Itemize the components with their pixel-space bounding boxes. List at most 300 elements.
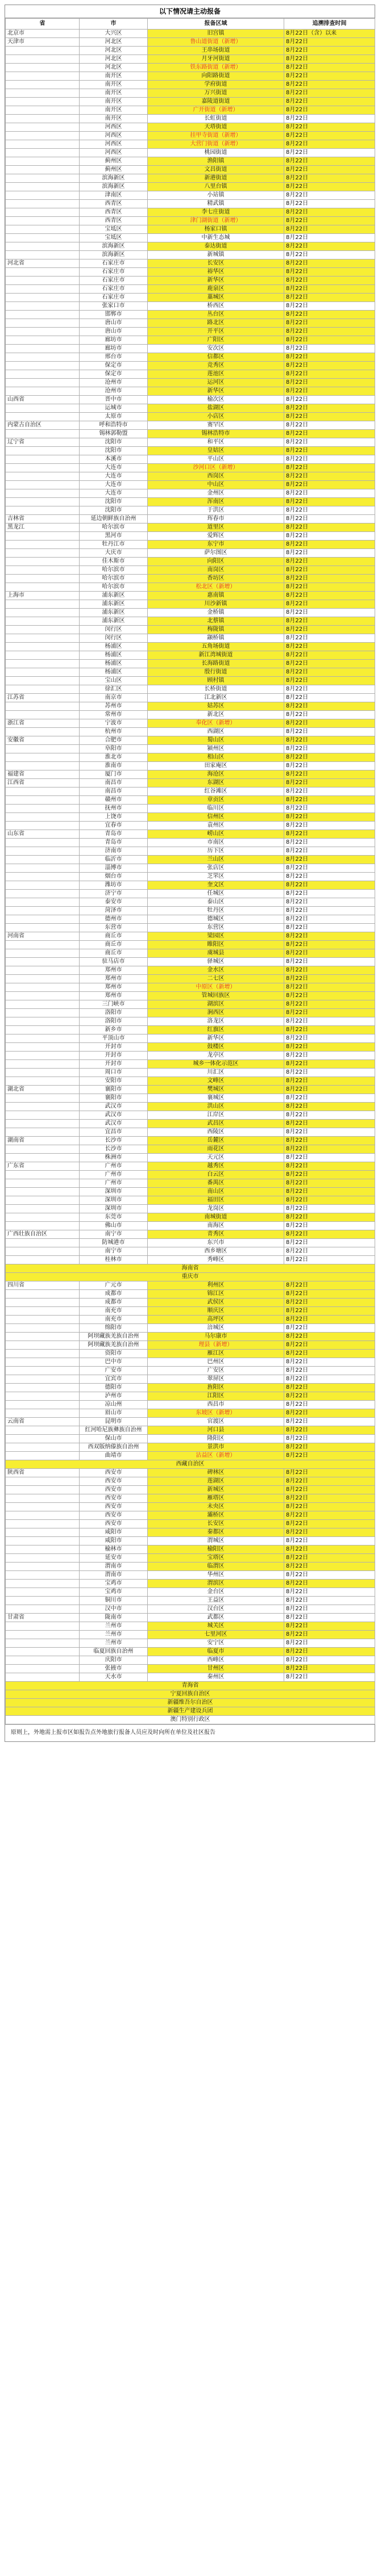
table-row xyxy=(6,566,375,575)
cell-date: 8月22日 xyxy=(284,149,375,157)
table-row xyxy=(6,200,375,208)
cell-date: 8月22日 xyxy=(284,455,375,464)
cell-province xyxy=(6,328,80,336)
cell-date: 8月22日 xyxy=(284,1239,375,1247)
cell-area: 广阳区 xyxy=(148,336,284,345)
cell-area: 东坡区（新增） xyxy=(148,1409,284,1418)
cell-date: 8月22日 xyxy=(284,660,375,668)
cell-province xyxy=(6,1222,80,1230)
table-row xyxy=(6,1341,375,1350)
cell-date: 8月22日 xyxy=(284,1043,375,1052)
table-row xyxy=(6,242,375,251)
table-row xyxy=(6,1222,375,1230)
cell-province xyxy=(6,489,80,498)
cell-date: 8月22日 xyxy=(284,1205,375,1213)
cell-city: 周口市 xyxy=(80,1069,148,1077)
cell-province xyxy=(6,1639,80,1648)
cell-province xyxy=(6,1026,80,1034)
table-row xyxy=(6,72,375,81)
cell-area: 北蔡镇 xyxy=(148,617,284,626)
cell-city: 哈尔滨市 xyxy=(80,575,148,583)
cell-city: 深圳市 xyxy=(80,1205,148,1213)
cell-date: 8月22日 xyxy=(284,1333,375,1341)
cell-province xyxy=(6,813,80,822)
cell-date: 8月22日 xyxy=(284,481,375,489)
cell-city: 新乡市 xyxy=(80,1026,148,1034)
cell-area: 红旗区 xyxy=(148,1026,284,1034)
cell-city: 闵行区 xyxy=(80,634,148,643)
cell-city: 唐山市 xyxy=(80,319,148,328)
cell-area: 信州区 xyxy=(148,813,284,822)
cell-province xyxy=(6,1426,80,1435)
cell-area: 任城区 xyxy=(148,890,284,898)
table-row xyxy=(6,1060,375,1069)
table-row xyxy=(6,489,375,498)
cell-province xyxy=(6,370,80,379)
cell-date: 8月22日 xyxy=(284,949,375,958)
cell-area: 西陵区 xyxy=(148,1128,284,1137)
cell-province xyxy=(6,1384,80,1392)
cell-city: 津南区 xyxy=(80,191,148,200)
table-row xyxy=(6,1682,375,1690)
table-row xyxy=(6,336,375,345)
cell-area: 管城回族区 xyxy=(148,992,284,1000)
cell-date: 8月22日 xyxy=(284,847,375,856)
table-row xyxy=(6,753,375,762)
cell-province xyxy=(6,1588,80,1597)
cell-date: 8月22日 xyxy=(284,864,375,873)
cell-area: 萨尔图区 xyxy=(148,549,284,558)
cell-date: 8月22日 xyxy=(284,1341,375,1350)
table-row xyxy=(6,1188,375,1196)
cell-province xyxy=(6,123,80,132)
table-row xyxy=(6,464,375,472)
table-row xyxy=(6,438,375,447)
cell-city: 大连市 xyxy=(80,472,148,481)
cell-date: 8月22日 xyxy=(284,907,375,915)
cell-province xyxy=(6,89,80,98)
cell-city: 淮北市 xyxy=(80,753,148,762)
cell-area: 芝罘区 xyxy=(148,873,284,881)
cell-date: 8月22日 xyxy=(284,1162,375,1171)
cell-city: 洛阳市 xyxy=(80,1017,148,1026)
cell-city: 武汉市 xyxy=(80,1111,148,1120)
cell-area: 李七庄街道 xyxy=(148,208,284,217)
cell-date: 8月22日 xyxy=(284,1094,375,1103)
table-row xyxy=(6,1256,375,1264)
cell-date: 8月22日 xyxy=(284,745,375,753)
cell-area: 翠屏区 xyxy=(148,1375,284,1384)
cell-date: 8月22日 xyxy=(284,89,375,98)
table-row xyxy=(6,447,375,455)
cell-city: 石家庄市 xyxy=(80,277,148,285)
cell-city: 浦东新区 xyxy=(80,592,148,600)
cell-province xyxy=(6,285,80,294)
cell-province: 福建省 xyxy=(6,770,80,779)
table-row xyxy=(6,847,375,856)
cell-province xyxy=(6,1622,80,1631)
cell-area: 宝塔区 xyxy=(148,1554,284,1563)
table-row xyxy=(6,1350,375,1358)
table-row xyxy=(6,1401,375,1409)
cell-area: 中原区（新增） xyxy=(148,983,284,992)
table-row xyxy=(6,183,375,191)
cell-city: 驻马店市 xyxy=(80,958,148,966)
cell-date: 8月22日 xyxy=(284,123,375,132)
cell-province xyxy=(6,413,80,421)
cell-area: 旧宫镇 xyxy=(148,30,284,38)
cell-city: 杨浦区 xyxy=(80,668,148,677)
table-row xyxy=(6,1545,375,1554)
cell-area: 景洪市 xyxy=(148,1443,284,1452)
cell-area: 王益区 xyxy=(148,1597,284,1605)
cell-province xyxy=(6,149,80,157)
cell-province xyxy=(6,788,80,796)
cell-province xyxy=(6,379,80,387)
table-row xyxy=(6,251,375,259)
cell-date: 8月22日 xyxy=(284,472,375,481)
table-row xyxy=(6,1171,375,1179)
cell-area: 金桥镇 xyxy=(148,609,284,617)
table-row xyxy=(6,983,375,992)
cell-province: 四川省 xyxy=(6,1281,80,1290)
table-row xyxy=(6,1358,375,1367)
cell-date: 8月22日 xyxy=(284,796,375,805)
cell-city: 南开区 xyxy=(80,115,148,123)
cell-date: 8月22日 xyxy=(284,174,375,183)
cell-area: 五角场街道 xyxy=(148,643,284,651)
table-row xyxy=(6,634,375,643)
cell-area: 城乡一体化示范区 xyxy=(148,1060,284,1069)
cell-date: 8月22日 xyxy=(284,242,375,251)
table-row xyxy=(6,379,375,387)
cell-province xyxy=(6,98,80,106)
cell-date: 8月22日 xyxy=(284,753,375,762)
table-row xyxy=(6,958,375,966)
table-row xyxy=(6,421,375,430)
table-row xyxy=(6,123,375,132)
cell-city: 佛山市 xyxy=(80,1222,148,1230)
cell-city: 河北区 xyxy=(80,55,148,64)
cell-province: 河南省 xyxy=(6,932,80,941)
cell-city: 武汉市 xyxy=(80,1103,148,1111)
cell-area: 新北区 xyxy=(148,711,284,719)
cell-area: 湖滨区 xyxy=(148,1000,284,1009)
cell-province xyxy=(6,1409,80,1418)
cell-city: 宝坻区 xyxy=(80,234,148,242)
cell-province: 山西省 xyxy=(6,396,80,404)
cell-province: 天津市 xyxy=(6,38,80,47)
cell-city: 合肥市 xyxy=(80,736,148,745)
cell-date: 8月22日 xyxy=(284,549,375,558)
cell-province xyxy=(6,864,80,873)
cell-area: 江岸区 xyxy=(148,1111,284,1120)
cell-city: 西青区 xyxy=(80,200,148,208)
cell-date: 8月22日 xyxy=(284,387,375,396)
cell-date: 8月22日 xyxy=(284,38,375,47)
cell-date: 8月22日 xyxy=(284,1614,375,1622)
table-row xyxy=(6,515,375,523)
cell-date: 8月22日 xyxy=(284,421,375,430)
cell-city: 桂林市 xyxy=(80,1256,148,1264)
cell-area: 惠南镇 xyxy=(148,592,284,600)
cell-date: 8月22日 xyxy=(284,1324,375,1333)
cell-date: 8月22日 xyxy=(284,1537,375,1545)
table-row xyxy=(6,1299,375,1307)
cell-date: 8月22日 xyxy=(284,839,375,847)
cell-city: 株洲市 xyxy=(80,1154,148,1162)
cell-city: 庆阳市 xyxy=(80,1656,148,1665)
cell-province xyxy=(6,549,80,558)
table-row xyxy=(6,1690,375,1699)
cell-area: 涧西区 xyxy=(148,1009,284,1017)
table-row xyxy=(6,711,375,719)
report-table xyxy=(5,18,375,1724)
cell-area: 华州区 xyxy=(148,1571,284,1580)
cell-date: 8月22日 xyxy=(284,362,375,370)
cell-date: 8月22日 xyxy=(284,1469,375,1477)
cell-area: 盐湖区 xyxy=(148,404,284,413)
cell-area: 涪城区 xyxy=(148,1324,284,1333)
table-row xyxy=(6,668,375,677)
cell-date: 8月22日 xyxy=(284,1188,375,1196)
cell-province xyxy=(6,651,80,660)
cell-province xyxy=(6,753,80,762)
cell-area: 岳麓区 xyxy=(148,1137,284,1145)
cell-area: 顺庆区 xyxy=(148,1307,284,1316)
cell-area: 浑南区 xyxy=(148,498,284,506)
cell-province xyxy=(6,1452,80,1460)
cell-area: 番禺区 xyxy=(148,1179,284,1188)
cell-area: 鹿泉区 xyxy=(148,285,284,294)
cell-city: 潍坊市 xyxy=(80,881,148,890)
cell-city: 河西区 xyxy=(80,140,148,149)
table-row xyxy=(6,770,375,779)
table-row xyxy=(6,1494,375,1503)
cell-province xyxy=(6,1494,80,1503)
cell-area: 于洪区 xyxy=(148,506,284,515)
cell-city: 安阳市 xyxy=(80,1077,148,1086)
cell-city: 赣州市 xyxy=(80,796,148,805)
cell-area: 西昌市 xyxy=(148,1401,284,1409)
cell-date: 8月22日 xyxy=(284,762,375,770)
cell-province xyxy=(6,1128,80,1137)
table-row xyxy=(6,370,375,379)
cell-date: 8月22日 xyxy=(284,1477,375,1486)
cell-province xyxy=(6,447,80,455)
cell-area: 武侯区 xyxy=(148,1299,284,1307)
cell-province xyxy=(6,1367,80,1375)
cell-area: 樊城区 xyxy=(148,1086,284,1094)
cell-area: 白云区 xyxy=(148,1171,284,1179)
cell-area: 灞桥区 xyxy=(148,1511,284,1520)
cell-date: 8月22日 xyxy=(284,1060,375,1069)
cell-area: 虞城县 xyxy=(148,949,284,958)
cell-province xyxy=(6,506,80,515)
cell-date: 8月22日 xyxy=(284,788,375,796)
cell-city: 南开区 xyxy=(80,98,148,106)
cell-area: 川沙新镇 xyxy=(148,600,284,609)
table-row xyxy=(6,1520,375,1528)
cell-area: 汉台区 xyxy=(148,1605,284,1614)
cell-province xyxy=(6,881,80,890)
cell-date: 8月22日 xyxy=(284,1520,375,1528)
cell-province: 江西省 xyxy=(6,779,80,788)
table-row xyxy=(6,1699,375,1707)
cell-province xyxy=(6,1000,80,1009)
cell-area: 市南区 xyxy=(148,839,284,847)
cell-province xyxy=(6,174,80,183)
table-row xyxy=(6,1034,375,1043)
cell-area: 睢阳区 xyxy=(148,941,284,949)
cell-date: 8月22日 xyxy=(284,1196,375,1205)
cell-province: 广西壮族自治区 xyxy=(6,1230,80,1239)
cell-city: 运城市 xyxy=(80,404,148,413)
table-row xyxy=(6,1656,375,1665)
cell-province xyxy=(6,583,80,592)
cell-date: 8月22日 xyxy=(284,523,375,532)
cell-date: 8月22日 xyxy=(284,1622,375,1631)
cell-province xyxy=(6,1673,80,1682)
table-row xyxy=(6,1111,375,1120)
table-row xyxy=(6,907,375,915)
cell-area: 安次区 xyxy=(148,345,284,353)
cell-city: 滨海新区 xyxy=(80,242,148,251)
cell-city: 巴中市 xyxy=(80,1358,148,1367)
table-row xyxy=(6,302,375,311)
table-row xyxy=(6,455,375,464)
cell-date: 8月22日 xyxy=(284,515,375,523)
cell-area: 海沧区 xyxy=(148,770,284,779)
cell-city: 河北区 xyxy=(80,38,148,47)
cell-date: 8月22日 xyxy=(284,72,375,81)
header-city: 市 xyxy=(80,19,148,30)
cell-area: 八里台镇 xyxy=(148,183,284,191)
table-row xyxy=(6,285,375,294)
cell-area: 广开街道（新增） xyxy=(148,106,284,115)
cell-province xyxy=(6,949,80,958)
cell-city: 东莞市 xyxy=(80,1213,148,1222)
table-row xyxy=(6,89,375,98)
cell-province xyxy=(6,532,80,541)
cell-city: 商丘市 xyxy=(80,941,148,949)
cell-province xyxy=(6,1052,80,1060)
cell-province xyxy=(6,1520,80,1528)
cell-date: 8月22日 xyxy=(284,319,375,328)
cell-city: 南开区 xyxy=(80,106,148,115)
table-row xyxy=(6,1375,375,1384)
cell-city: 阿坝藏族羌族自治州 xyxy=(80,1333,148,1341)
cell-area: 牡丹区 xyxy=(148,907,284,915)
cell-province xyxy=(6,72,80,81)
cell-area: 川汇区 xyxy=(148,1069,284,1077)
table-row xyxy=(6,745,375,753)
table-row xyxy=(6,805,375,813)
table-row xyxy=(6,830,375,839)
table-row xyxy=(6,1162,375,1171)
cell-area: 道里区 xyxy=(148,523,284,532)
cell-area: 洛龙区 xyxy=(148,1017,284,1026)
cell-city: 绵阳市 xyxy=(80,1324,148,1333)
table-row xyxy=(6,915,375,924)
cell-date: 8月22日 xyxy=(284,575,375,583)
table-row xyxy=(6,728,375,736)
cell-province xyxy=(6,1477,80,1486)
cell-city: 石家庄市 xyxy=(80,294,148,302)
cell-date: 8月22日 xyxy=(284,634,375,643)
cell-city: 临夏回族自治州 xyxy=(80,1648,148,1656)
cell-province xyxy=(6,1486,80,1494)
cell-date: 8月22日 xyxy=(284,1452,375,1460)
cell-area: 小站镇 xyxy=(148,191,284,200)
cell-city: 张家口市 xyxy=(80,302,148,311)
table-row xyxy=(6,1154,375,1162)
cell-area: 中山区 xyxy=(148,481,284,489)
table-row xyxy=(6,387,375,396)
cell-date: 8月22日 xyxy=(284,1384,375,1392)
cell-date: 8月22日 xyxy=(284,430,375,438)
cell-area: 福田区 xyxy=(148,1196,284,1205)
cell-area: 和平区 xyxy=(148,438,284,447)
cell-area: 丛台区 xyxy=(148,311,284,319)
table-row xyxy=(6,1392,375,1401)
cell-city: 烟台市 xyxy=(80,873,148,881)
cell-city: 泰安市 xyxy=(80,898,148,907)
cell-city: 成都市 xyxy=(80,1299,148,1307)
cell-area: 临夏市 xyxy=(148,1648,284,1656)
table-row xyxy=(6,685,375,694)
cell-area: 平山区 xyxy=(148,455,284,464)
cell-date: 8月22日 xyxy=(284,47,375,55)
cell-province xyxy=(6,268,80,277)
table-row xyxy=(6,1128,375,1137)
cell-area: 挂甲寺街道（新增） xyxy=(148,132,284,140)
cell-area: 新华区 xyxy=(148,1034,284,1043)
cell-city: 厦门市 xyxy=(80,770,148,779)
cell-date: 8月22日 xyxy=(284,1554,375,1563)
table-row xyxy=(6,558,375,566)
cell-city: 南京市 xyxy=(80,694,148,702)
cell-area: 崂山区 xyxy=(148,830,284,839)
cell-date: 8月22日 xyxy=(284,132,375,140)
cell-city: 深圳市 xyxy=(80,1188,148,1196)
table-row xyxy=(6,1043,375,1052)
cell-city: 石家庄市 xyxy=(80,285,148,294)
cell-city: 宝鸡市 xyxy=(80,1580,148,1588)
cell-province xyxy=(6,1145,80,1154)
table-row xyxy=(6,762,375,770)
cell-date: 8月22日 xyxy=(284,1367,375,1375)
table-row xyxy=(6,702,375,711)
cell-city: 南充市 xyxy=(80,1307,148,1316)
cell-date: 8月22日 xyxy=(284,924,375,932)
cell-province xyxy=(6,890,80,898)
cell-province xyxy=(6,302,80,311)
cell-date: 8月22日 xyxy=(284,396,375,404)
cell-city: 开封市 xyxy=(80,1060,148,1069)
table-row xyxy=(6,549,375,558)
table-row xyxy=(6,225,375,234)
cell-city: 菏泽市 xyxy=(80,907,148,915)
table-row xyxy=(6,1528,375,1537)
cell-province: 吉林省 xyxy=(6,515,80,523)
cell-city: 南开区 xyxy=(80,89,148,98)
cell-city: 南宁市 xyxy=(80,1247,148,1256)
cell-date: 8月22日 xyxy=(284,941,375,949)
cell-date: 8月22日 xyxy=(284,328,375,336)
cell-area: 蜀山区 xyxy=(148,736,284,745)
cell-province xyxy=(6,1256,80,1264)
